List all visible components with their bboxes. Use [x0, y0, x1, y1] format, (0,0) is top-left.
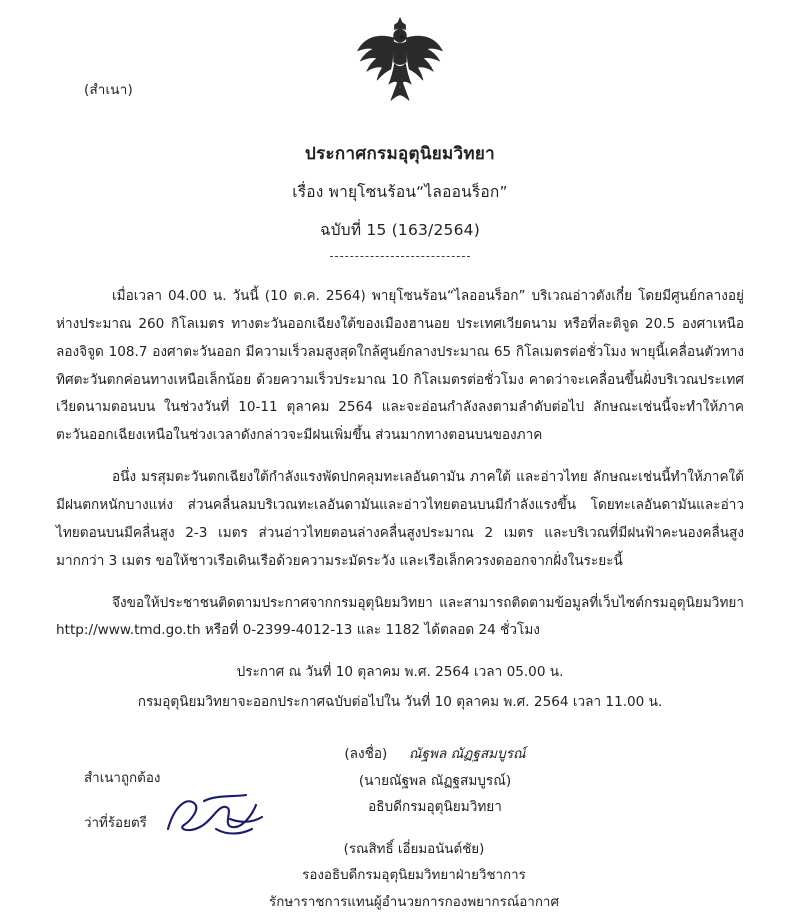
- signature-line: [126, 741, 744, 768]
- handwritten-signature-icon: [160, 789, 270, 841]
- certifier-name: (รณสิทธิ์ เอี่ยมอนันต์ชัย): [343, 841, 485, 857]
- emblem-container: [56, 14, 744, 110]
- certifier-position-line2: รักษาราชการแทนผู้อำนวยการกองพยากรณ์อากาศ: [269, 895, 559, 911]
- paragraph: จึงขอให้ประชาชนติดตามประกาศจากกรมอุตุนิยมวิทยา และสามารถติดตามข้อมูลที่เว็บไซต์กรมอุตุนิยมวิทยา http://www.tmd.go.th หรือที่ 0-2399-4012-13 และ 1182 ได้ตลอด 24 ชั่วโมง: [56, 594, 744, 639]
- signed-name: ณัฐพล ณัฏฐสมบูรณ์: [408, 746, 526, 763]
- paragraph: เมื่อเวลา 04.00 น. วันนี้ (10 ต.ค. 2564) พายุโซนร้อน“ไลออนร็อก” บริเวณอ่าวตังเกี๋ย โดยมีศูนย์กลางอยู่ห่างประมาณ 260 กิโลเมตร ทางตะวันออกเฉียงใต้ของเมืองฮานอย ประเทศเวียดนาม หรือที่ละติจูด 20.5 องศาเหนือ ลองจิจูด 108.7 องศาตะวันออก มีความเร็วลมสูงสุดใกล้ศูนย์กลางประมาณ 65 กิโลเมตรต่อชั่วโมง พายุนี้เคลื่อนตัวทางทิศตะวันตกค่อนทางเหนือเล็กน้อย ด้วยความเร็วประมาณ 10 กิโลเมตรต่อชั่วโมง คาดว่าจะเคลื่อนขึ้นฝั่งบริเวณประเทศเวียดนามตอนบน ในช่วงวันที่ 10-11 ตุลาคม 2564 และจะอ่อนกำลังลงตามลำดับต่อไป ลักษณะเช่นนี้จะทำให้ภาคตะวันออกเฉียงเหนือในช่วงเวลาดังกล่าวจะมีฝนเพิ่มขึ้น ส่วนมากทางตอนบนของภาค: [56, 288, 744, 444]
- title-block: [56, 140, 744, 257]
- signer-position: อธิบดีกรมอุตุนิยมวิทยา: [368, 799, 502, 816]
- announcement-line: ประกาศ ณ วันที่ 10 ตุลาคม พ.ศ. 2564 เวลา 05.00 น.: [236, 664, 564, 681]
- garuda-emblem-icon: [354, 14, 446, 106]
- true-copy-label: สำเนาถูกต้อง: [84, 770, 161, 786]
- certifier-position-line1: รองอธิบดีกรมอุตุนิยมวิทยาฝ่ายวิชาการ: [302, 868, 526, 884]
- announcement-line: กรมอุตุนิยมวิทยาจะออกประกาศฉบับต่อไปใน วันที่ 10 ตุลาคม พ.ศ. 2564 เวลา 11.00 น.: [137, 694, 663, 711]
- certifier-rank-row: [84, 811, 724, 837]
- page-title: ประกาศกรมอุตุนิยมวิทยา: [304, 144, 495, 164]
- signer-name-paren: (นายณัฐพล ณัฏฐสมบูรณ์): [358, 772, 512, 789]
- document-issue-number: ฉบับที่ 15 (163/2564): [320, 221, 480, 239]
- document-subject: เรื่อง พายุโซนร้อน“ไลออนร็อก”: [292, 183, 508, 201]
- document-body: [56, 283, 744, 645]
- certification-block: [84, 766, 724, 917]
- certifier-rank: ว่าที่ร้อยตรี: [84, 815, 147, 831]
- copy-marker: (สำเนา): [84, 82, 133, 98]
- signed-label: (ลงชื่อ): [344, 746, 388, 763]
- announcement-block: [56, 659, 744, 717]
- divider: [330, 256, 470, 257]
- paragraph: อนึ่ง มรสุมตะวันตกเฉียงใต้กำลังแรงพัดปกคลุมทะเลอันดามัน ภาคใต้ และอ่าวไทย ลักษณะเช่นนี้ทำให้ภาคใต้มีฝนตกหนักบางแห่ง ส่วนคลื่นลมบริเวณทะเลอันดามันและอ่าวไทยตอนบนมีกำลังแรงขึ้น โดยทะเลอันดามันและอ่าวไทยตอนบนมีคลื่นสูง 2-3 เมตร ส่วนอ่าวไทยตอนล่างคลื่นสูงประมาณ 2 เมตร และบริเวณที่มีฝนฟ้าคะนองคลื่นสูงมากกว่า 3 เมตร ขอให้ชาวเรือเดินเรือด้วยความระมัดระวัง และเรือเล็กควรงดออกจากฝั่งในระยะนี้: [56, 469, 744, 569]
